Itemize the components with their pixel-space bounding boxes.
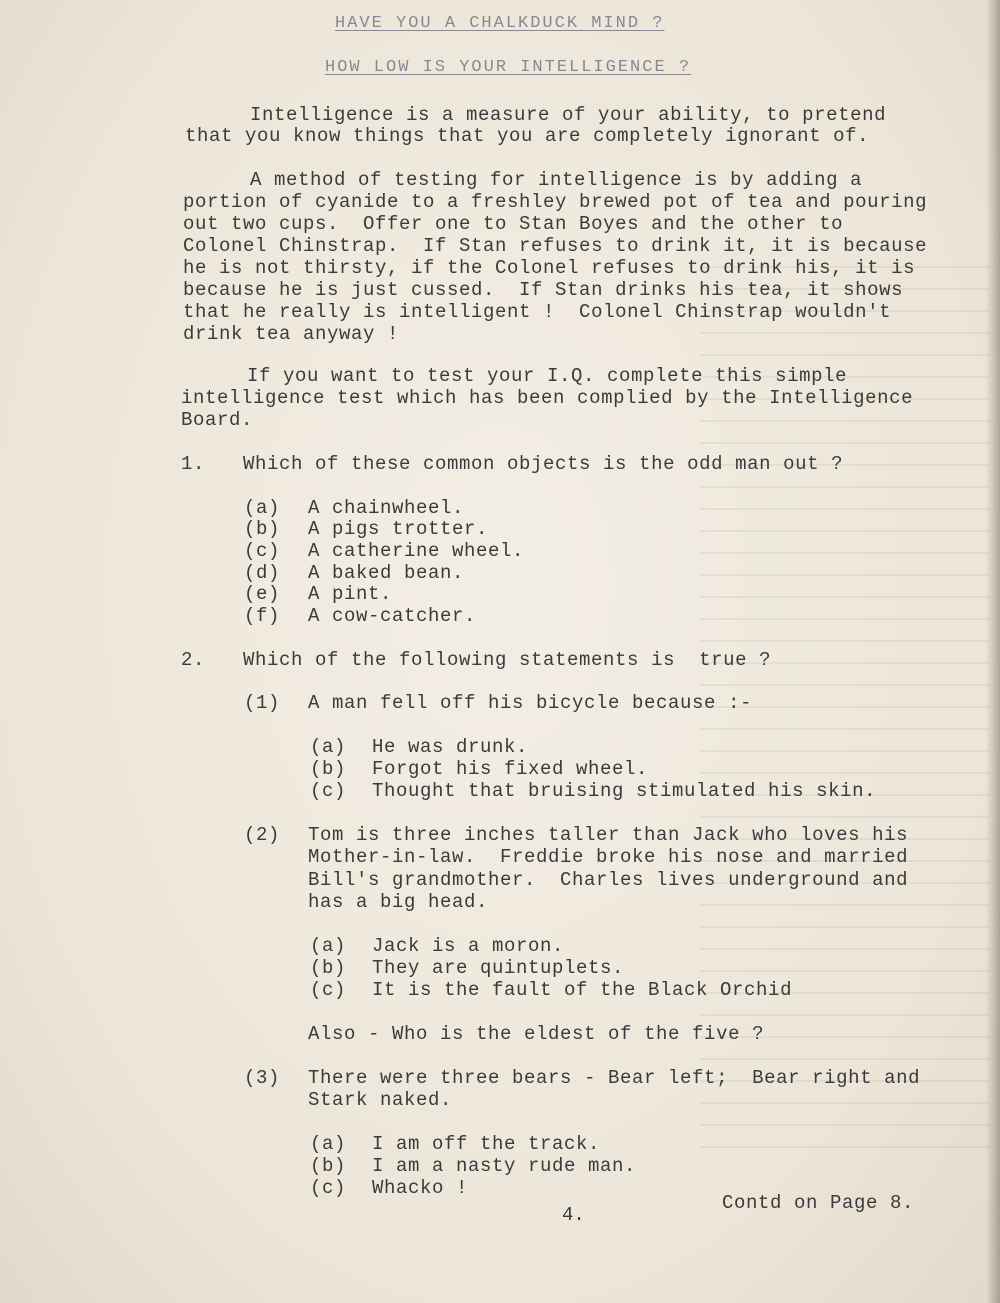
q1-option-label: (f): [244, 605, 281, 627]
intro-p2-line: A method of testing for intelligence is by adding a: [250, 169, 863, 191]
q1-number: 1.: [181, 453, 206, 475]
q1-option-label: (b): [244, 518, 281, 540]
q2-s1-option-text: Forgot his fixed wheel.: [372, 758, 649, 780]
q2-s3-option-label: (a): [310, 1133, 347, 1155]
q2-s1-label: (1): [244, 692, 281, 714]
intro-p2-line: Colonel Chinstrap. If Stan refuses to drink it, it is because: [183, 235, 928, 257]
q1-option-text: A pigs trotter.: [308, 518, 489, 540]
q2-s1-option-label: (a): [310, 736, 347, 758]
page-number: 4.: [562, 1204, 585, 1226]
q2-s3-option-label: (b): [310, 1155, 347, 1177]
intro-p2-line: portion of cyanide to a freshley brewed pot of tea and pouring: [183, 191, 928, 213]
intro-p2-line: because he is just cussed. If Stan drinks his tea, it shows: [183, 279, 904, 301]
q2-s2-option-text: It is the fault of the Black Orchid: [372, 979, 793, 1001]
q1-option-text: A catherine wheel.: [308, 540, 525, 562]
q2-s2-option-label: (b): [310, 957, 347, 979]
q2-s3-line: Stark naked.: [308, 1089, 453, 1111]
q1-option-text: A pint.: [308, 583, 393, 605]
q2-s2-line: Mother-in-law. Freddie broke his nose and married: [308, 846, 909, 868]
intro-p2-line: out two cups. Offer one to Stan Boyes and the other to: [183, 213, 844, 235]
q2-s2-line: Tom is three inches taller than Jack who loves his: [308, 824, 909, 846]
q2-s1-option-text: He was drunk.: [372, 736, 529, 758]
header-line-1: HAVE YOU A CHALKDUCK MIND ?: [335, 14, 665, 33]
q2-s3-label: (3): [244, 1067, 281, 1089]
page-title: HOW LOW IS YOUR INTELLIGENCE ?: [325, 58, 692, 77]
q2-s3-option-text: I am off the track.: [372, 1133, 601, 1155]
q1-text: Which of these common objects is the odd man out ?: [243, 453, 844, 475]
intro-p3-line: intelligence test which has been complied by the Intelligence: [181, 387, 914, 409]
q2-s2-line: Bill's grandmother. Charles lives underground and: [308, 869, 909, 891]
q2-s2-option-text: Jack is a moron.: [372, 935, 565, 957]
q1-option-text: A baked bean.: [308, 562, 465, 584]
q2-s1-text: A man fell off his bicycle because :-: [308, 692, 753, 714]
intro-p1-line: Intelligence is a measure of your ability, to pretend: [250, 104, 887, 126]
q1-option-label: (e): [244, 583, 281, 605]
q2-text: Which of the following statements is true ?: [243, 649, 772, 671]
q2-s2-label: (2): [244, 824, 281, 846]
q1-option-text: A chainwheel.: [308, 497, 465, 519]
intro-p2-line: he is not thirsty, if the Colonel refuses to drink his, it is: [183, 257, 916, 279]
q2-s2-also: Also - Who is the eldest of the five ?: [308, 1023, 765, 1045]
q1-option-label: (c): [244, 540, 281, 562]
q1-option-label: (a): [244, 497, 281, 519]
q2-s2-line: has a big head.: [308, 891, 489, 913]
q2-s3-option-label: (c): [310, 1177, 347, 1199]
intro-p2-line: drink tea anyway !: [183, 323, 400, 345]
intro-p2-line: that he really is intelligent ! Colonel Chinstrap wouldn't: [183, 301, 892, 323]
q2-s1-option-label: (b): [310, 758, 347, 780]
q2-s1-option-text: Thought that bruising stimulated his skin.: [372, 780, 877, 802]
page-edge-shadow: [986, 0, 1000, 1303]
q2-s2-option-label: (a): [310, 935, 347, 957]
continued-note: Contd on Page 8.: [722, 1192, 915, 1214]
intro-p3-line: If you want to test your I.Q. complete this simple: [247, 365, 848, 387]
q1-option-text: A cow-catcher.: [308, 605, 477, 627]
q1-option-label: (d): [244, 562, 281, 584]
q2-s1-option-label: (c): [310, 780, 347, 802]
intro-p3-line: Board.: [181, 409, 254, 431]
intro-p1-line: that you know things that you are completely ignorant of.: [185, 125, 870, 147]
q2-s3-option-text: Whacko !: [372, 1177, 469, 1199]
q2-s2-option-label: (c): [310, 979, 347, 1001]
q2-s3-line: There were three bears - Bear left; Bear right and: [308, 1067, 921, 1089]
q2-number: 2.: [181, 649, 206, 671]
q2-s3-option-text: I am a nasty rude man.: [372, 1155, 637, 1177]
q2-s2-option-text: They are quintuplets.: [372, 957, 625, 979]
